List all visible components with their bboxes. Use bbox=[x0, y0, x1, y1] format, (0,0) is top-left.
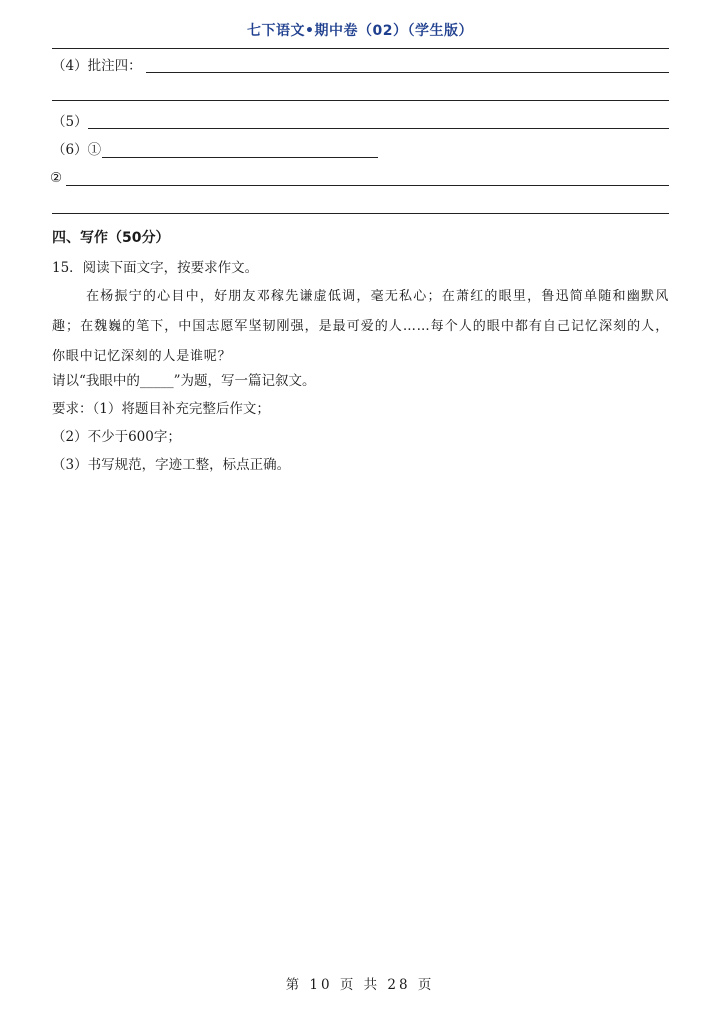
requirement-3: （3）书写规范，字迹工整，标点正确。 bbox=[52, 457, 291, 473]
item-5-label: （5） bbox=[52, 114, 88, 130]
reading-passage: 在杨振宁的心目中，好朋友邓稼先谦虚低调，毫无私心；在萧红的眼里，鲁迅简单随和幽默风趣；在魏巍的笔下，中国志愿军坚韧刚强，是最可爱的人……每个人的眼中都有自己记忆深刻的人，你眼中记忆深刻的人是谁呢？ bbox=[52, 289, 669, 364]
page-header-title: 七下语文•期中卷（02）（学生版） bbox=[247, 23, 473, 39]
item-6-answer-line-1[interactable] bbox=[102, 157, 378, 158]
item-4-answer-line[interactable] bbox=[146, 72, 669, 73]
item-6-answer-line-3[interactable] bbox=[52, 213, 669, 214]
page-number: 第 10 页 共 28 页 bbox=[285, 977, 435, 993]
item-6-second-label: ② bbox=[50, 170, 63, 186]
header-divider bbox=[52, 48, 669, 49]
writing-prompt: 请以“我眼中的_____”为题，写一篇记叙文。 bbox=[52, 373, 316, 389]
item-5-answer-line[interactable] bbox=[88, 128, 669, 129]
item-6-answer-line-2[interactable] bbox=[66, 185, 669, 186]
section-title: 四、写作（50分） bbox=[52, 230, 170, 246]
requirement-2: （2）不少于600字； bbox=[52, 429, 181, 445]
requirement-1: 要求：（1）将题目补充完整后作文； bbox=[52, 401, 270, 417]
question-stem: 15．阅读下面文字，按要求作文。 bbox=[52, 260, 259, 276]
item-6-label: （6）① bbox=[52, 142, 102, 158]
item-4-answer-line-2[interactable] bbox=[52, 100, 669, 101]
item-4-label: （4）批注四： bbox=[52, 58, 142, 74]
